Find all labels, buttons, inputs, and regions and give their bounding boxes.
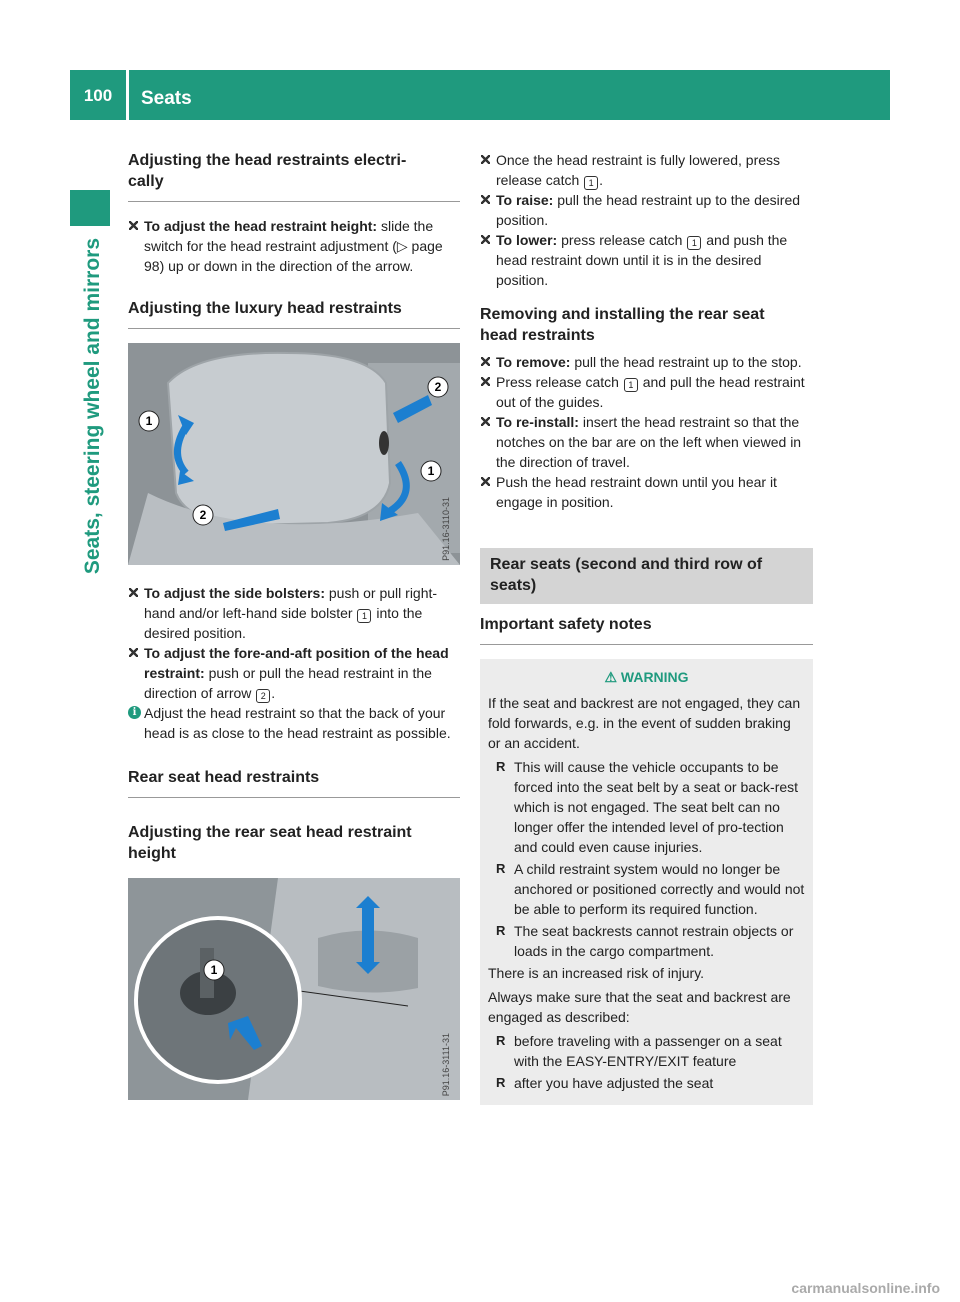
- figure-code: P91.16-3111-31: [441, 1032, 451, 1096]
- list-item: R before traveling with a passenger on a seat with the EASY-ENTRY/EXIT feature: [496, 1031, 805, 1071]
- warning-title: ⚠ WARNING: [604, 669, 689, 685]
- header-bar: [70, 70, 890, 120]
- section-safety-notes: [480, 614, 813, 645]
- step-release-catch: Once the head restraint is fully lowered, press release catch 1 .: [480, 150, 813, 190]
- header-divider: [126, 70, 129, 120]
- chapter-section-heading: Rear seats (second and third row of seats): [480, 548, 813, 604]
- section-heading: Adjusting the head restraints electri- cally: [128, 152, 407, 190]
- info-icon: i: [128, 706, 141, 719]
- right-column: [480, 150, 813, 1105]
- figure-rear-head-restraint: [128, 878, 460, 1100]
- step-side-bolsters: To adjust the side bolsters: push or pull right-hand and/or left-hand side bolster 1 into the desired position.: [128, 583, 460, 643]
- page-title: Seats: [141, 88, 192, 109]
- step-remove: To remove: pull the head restraint up to the stop.: [480, 352, 813, 372]
- chapter-tab: [70, 190, 110, 226]
- section-heading: Rear seat head restraints: [128, 769, 320, 786]
- step-press-catch: Press release catch 1 and pull the head restraint out of the guides.: [480, 372, 813, 412]
- step-lower: To lower: press release catch 1 and push the head restraint down until it is in the desired position.: [480, 230, 813, 290]
- callout-1: 1: [210, 963, 218, 977]
- chapter-label-text: Seats, steering wheel and mirrors: [81, 238, 104, 575]
- list-item: R The seat backrests cannot restrain objects or loads in the cargo compartment.: [496, 921, 805, 961]
- figure-code: P91.16-3110-31: [441, 497, 451, 561]
- step-reinstall: To re-install: insert the head restraint so that the notches on the bar are on the left when viewed in the direction of travel.: [480, 412, 813, 472]
- step-raise: To raise: pull the head restraint up to the desired position.: [480, 190, 813, 230]
- callout-1: 1: [357, 609, 371, 623]
- warning-text: Always make sure that the seat and backrest are engaged as described:: [488, 989, 791, 1025]
- callout-1: 1: [427, 464, 435, 478]
- head-restraint-illustration: [128, 343, 460, 565]
- section-electric-head-restraints: [128, 150, 460, 202]
- callout-2: 2: [434, 380, 442, 394]
- callout-2: 2: [256, 689, 270, 703]
- callout-1: 1: [624, 378, 638, 392]
- warning-text: If the seat and backrest are not engaged, they can fold forwards, e.g. in the event of sudden braking or an accident.: [488, 695, 801, 751]
- watermark: carmanualsonline.info: [791, 1280, 940, 1296]
- callout-1: 1: [145, 414, 153, 428]
- warning-icon: ⚠: [604, 669, 621, 685]
- subsection-heading: Adjusting the rear seat head restraint height: [128, 824, 412, 862]
- callout-1: 1: [687, 236, 701, 250]
- callout-2: 2: [199, 508, 207, 522]
- warning-text: There is an increased risk of injury.: [488, 965, 705, 981]
- chapter-label: [75, 238, 105, 1018]
- step-fore-aft: To adjust the fore-and-aft position of the head restraint: push or pull the head restraint in the direction of arrow 2 .: [128, 643, 460, 703]
- section-luxury-head-restraints: [128, 298, 460, 329]
- section-rear-seat-head-restraints: [128, 767, 460, 798]
- section-heading: Removing and installing the rear seat head restraints: [480, 306, 765, 344]
- step-adjust-height: To adjust the head restraint height: slide the switch for the head restraint adjustment (▷ page 98) up or down in the direction of the arrow.: [128, 216, 460, 276]
- left-column: [128, 150, 460, 1118]
- section-heading: Adjusting the luxury head restraints: [128, 300, 402, 317]
- list-item: R after you have adjusted the seat: [496, 1073, 805, 1093]
- rear-head-restraint-illustration: [128, 878, 460, 1100]
- figure-luxury-head-restraint: [128, 343, 460, 565]
- list-item: R A child restraint system would no longer be anchored or positioned correctly and would not be able to perform its required function.: [496, 859, 805, 919]
- callout-1: 1: [584, 176, 598, 190]
- step-push-down: Push the head restraint down until you hear it engage in position.: [480, 472, 813, 512]
- page-number: 100: [83, 86, 113, 105]
- warning-box: [480, 659, 813, 1105]
- list-item: R This will cause the vehicle occupants to be forced into the seat belt by a seat or back-rest which is not engaged. The seat belt can no longer offer the intended level of pro-tection and could even cause injuries.: [496, 757, 805, 857]
- info-note: i Adjust the head restraint so that the back of your head is as close to the head restraint as possible.: [128, 703, 460, 743]
- section-heading: Important safety notes: [480, 616, 652, 633]
